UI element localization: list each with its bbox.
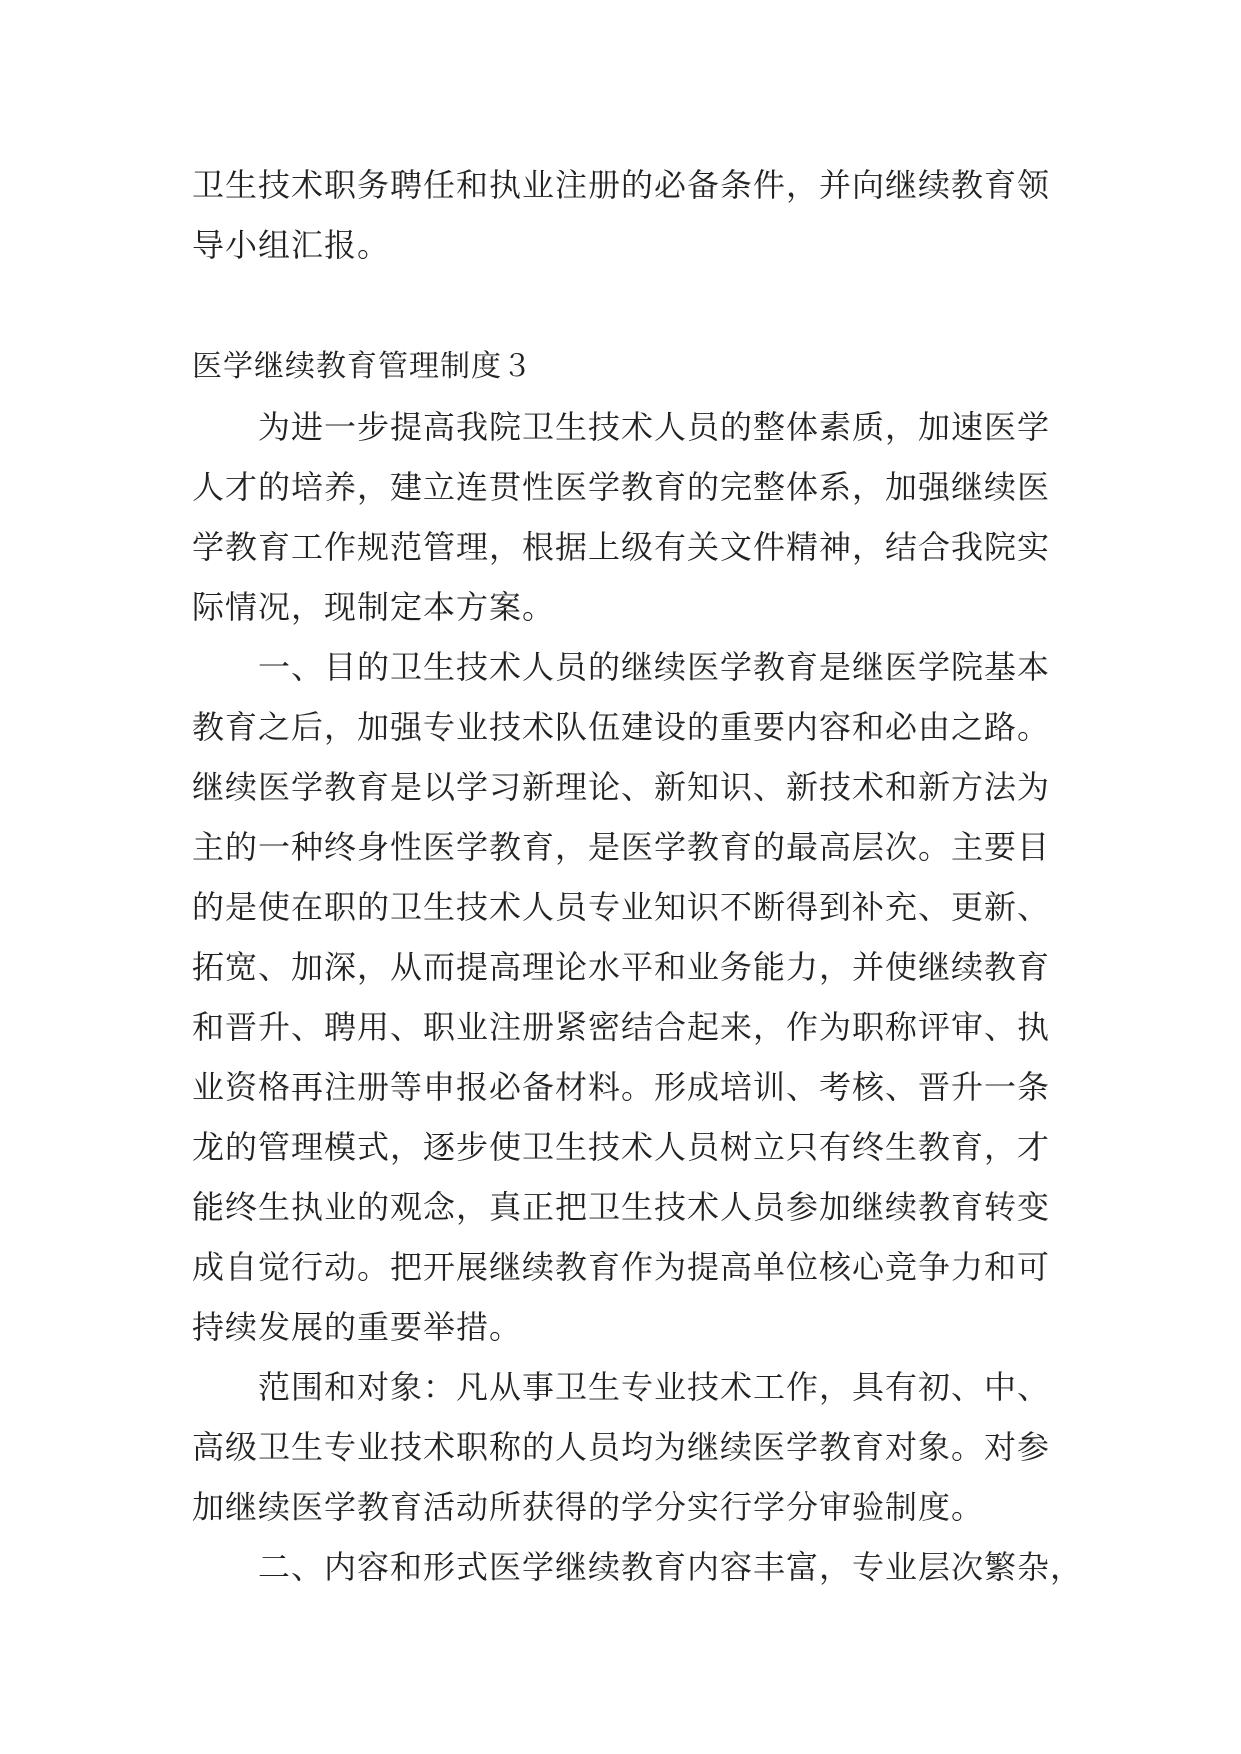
- text-line: 继续医学教育是以学习新理论、新知识、新技术和新方法为: [192, 768, 1051, 806]
- text-line: 成自觉行动。把开展继续教育作为提高单位核心竞争力和可: [192, 1248, 1051, 1286]
- text-line: 业资格再注册等申报必备材料。形成培训、考核、晋升一条: [192, 1068, 1051, 1106]
- text-line: 学教育工作规范管理，根据上级有关文件精神，结合我院实: [192, 528, 1051, 566]
- text-line: 卫生技术职务聘任和执业注册的必备条件，并向继续教育领: [192, 166, 1051, 204]
- text-line: 持续发展的重要举措。: [192, 1308, 523, 1346]
- text-line: 二、内容和形式医学继续教育内容丰富，专业层次繁杂，: [192, 1548, 1084, 1586]
- text-line: 高级卫生专业技术职称的人员均为继续医学教育对象。对参: [192, 1428, 1051, 1466]
- text-line: 和晋升、聘用、职业注册紧密结合起来，作为职称评审、执: [192, 1008, 1051, 1046]
- text-line: 人才的培养，建立连贯性医学教育的完整体系，加强继续医: [192, 468, 1051, 506]
- section-body: [192, 337, 1084, 1597]
- continuation-paragraph: [192, 155, 1062, 275]
- text-line: 龙的管理模式，逐步使卫生技术人员树立只有终生教育，才: [192, 1128, 1051, 1166]
- text-line: 能终生执业的观念，真正把卫生技术人员参加继续教育转变: [192, 1188, 1051, 1226]
- text-line: 教育之后，加强专业技术队伍建设的重要内容和必由之路。: [192, 708, 1051, 746]
- text-line: 的是使在职的卫生技术人员专业知识不断得到补充、更新、: [192, 888, 1051, 926]
- text-line: 范围和对象：凡从事卫生专业技术工作，具有初、中、: [192, 1368, 1051, 1406]
- text-line: 一、目的卫生技术人员的继续医学教育是继医学院基本: [192, 648, 1051, 686]
- section-heading: 医学继续教育管理制度３: [192, 349, 533, 384]
- text-line: 际情况，现制定本方案。: [192, 588, 556, 626]
- text-line: 拓宽、加深，从而提高理论水平和业务能力，并使继续教育: [192, 948, 1051, 986]
- text-line: 主的一种终身性医学教育，是医学教育的最高层次。主要目: [192, 828, 1051, 866]
- text-line: 导小组汇报。: [192, 226, 391, 264]
- text-line: 为进一步提高我院卫生技术人员的整体素质，加速医学: [192, 408, 1051, 446]
- text-line: 加继续医学教育活动所获得的学分实行学分审验制度。: [192, 1488, 985, 1526]
